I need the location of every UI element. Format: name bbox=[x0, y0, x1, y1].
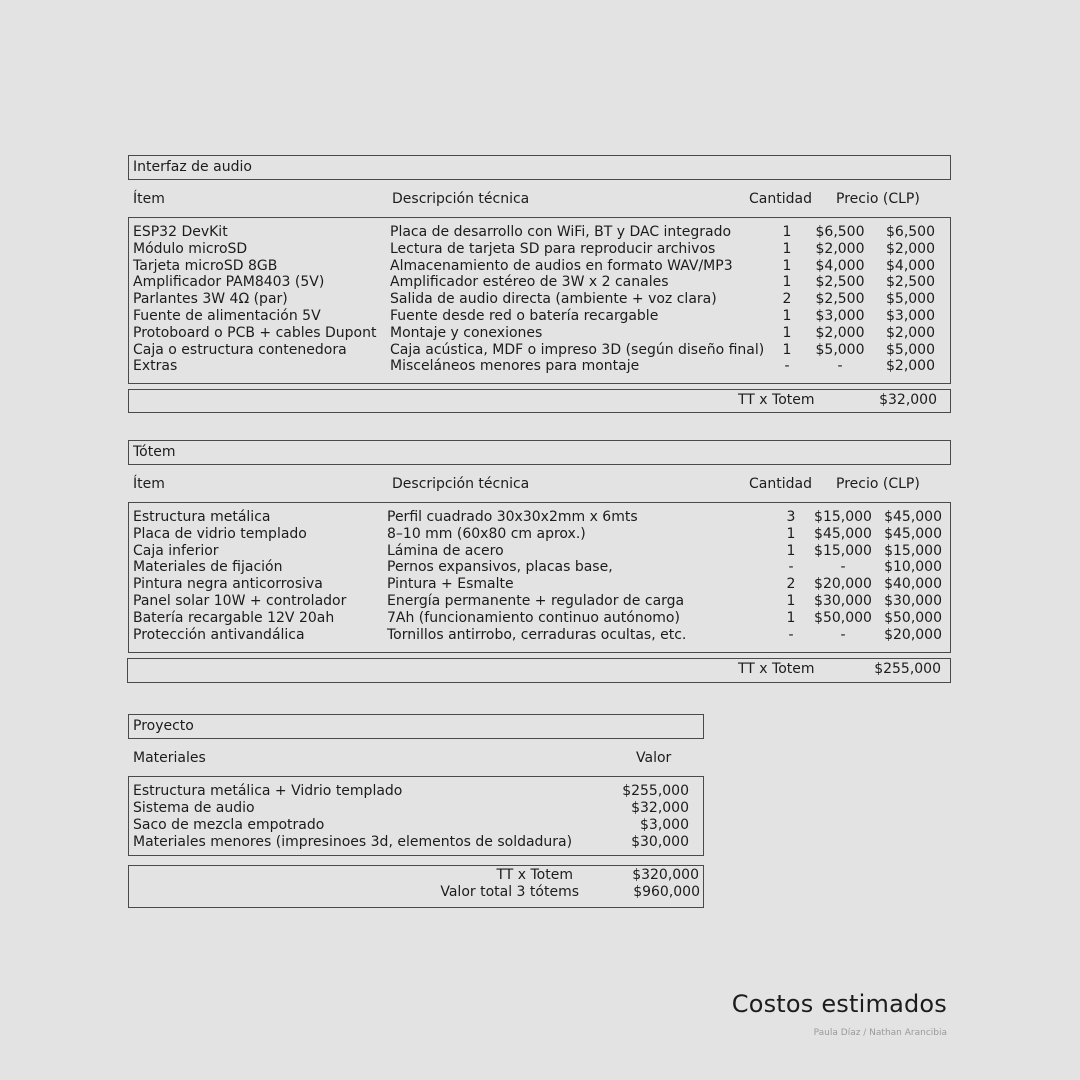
item-unit-price: $15,000 bbox=[814, 542, 872, 559]
item-quantity: 1 bbox=[782, 308, 792, 324]
item-total-price: $6,500 bbox=[886, 224, 935, 240]
project-total-value-three-totems: $960,000 bbox=[633, 884, 700, 900]
item-total-price: $45,000 bbox=[884, 509, 942, 525]
item-description: 7Ah (funcionamiento continuo autónomo) bbox=[387, 609, 680, 626]
totem-total-label: TT x Totem bbox=[738, 661, 815, 677]
project-total-label-three-totems: Valor total 3 tótems bbox=[440, 884, 579, 900]
item-description: Perfil cuadrado 30x30x2mm x 6mts bbox=[387, 509, 638, 525]
item-description: Misceláneos menores para montaje bbox=[390, 358, 640, 375]
item-name: Extras bbox=[133, 358, 178, 375]
totem-section-title-box bbox=[128, 440, 951, 465]
project-section-title-box bbox=[128, 714, 704, 739]
item-description: Pintura + Esmalte bbox=[387, 576, 514, 593]
item-total-price: $10,000 bbox=[884, 559, 942, 576]
item-unit-price: $3,000 bbox=[815, 308, 865, 324]
item-unit-price: $2,000 bbox=[815, 324, 865, 341]
item-description: Fuente desde red o batería recargable bbox=[390, 308, 659, 324]
item-description: Salida de audio directa (ambiente + voz clara) bbox=[390, 291, 717, 308]
item-description: Montaje y conexiones bbox=[390, 324, 543, 341]
item-name: Placa de vidrio templado bbox=[133, 525, 307, 542]
item-unit-price: $5,000 bbox=[815, 341, 865, 358]
item-name: Fuente de alimentación 5V bbox=[133, 308, 321, 324]
totem-section-title: Tótem bbox=[133, 444, 176, 460]
item-quantity: - bbox=[784, 358, 790, 375]
item-name: Caja inferior bbox=[133, 542, 219, 559]
item-total-price: $5,000 bbox=[886, 341, 935, 358]
project-total-label-per-totem: TT x Totem bbox=[496, 867, 573, 883]
project-header-materials: Materiales bbox=[133, 750, 206, 766]
item-name: Panel solar 10W + controlador bbox=[133, 593, 347, 609]
item-unit-price: $2,500 bbox=[815, 274, 865, 291]
item-quantity: 1 bbox=[786, 542, 796, 559]
item-unit-price: $4,000 bbox=[815, 257, 865, 274]
item-quantity: 1 bbox=[786, 593, 796, 609]
item-description: Tornillos antirrobo, cerraduras ocultas, etc. bbox=[387, 626, 687, 643]
audio-section-title: Interfaz de audio bbox=[133, 159, 252, 175]
item-quantity: 1 bbox=[782, 224, 792, 240]
audio-header-item: Ítem bbox=[133, 191, 165, 207]
item-name: Tarjeta microSD 8GB bbox=[133, 257, 278, 274]
item-total-price: $20,000 bbox=[884, 626, 942, 643]
item-unit-price: - bbox=[840, 559, 846, 576]
item-name: Protoboard o PCB + cables Dupont bbox=[133, 324, 377, 341]
totem-total-value: $255,000 bbox=[874, 661, 941, 677]
audio-header-price: Precio (CLP) bbox=[836, 191, 920, 207]
material-name: Materiales menores (impresinoes 3d, elementos de soldadura) bbox=[133, 834, 573, 850]
item-quantity: 2 bbox=[786, 576, 796, 593]
audio-total-box bbox=[128, 389, 951, 413]
item-quantity: 3 bbox=[786, 509, 796, 525]
item-total-price: $2,000 bbox=[886, 240, 935, 257]
totem-header-quantity: Cantidad bbox=[749, 476, 812, 492]
item-name: Protección antivandálica bbox=[133, 626, 305, 643]
item-description: Pernos expansivos, placas base, bbox=[387, 559, 613, 576]
item-quantity: 2 bbox=[782, 291, 792, 308]
item-quantity: 1 bbox=[786, 609, 796, 626]
item-total-price: $2,000 bbox=[886, 358, 935, 375]
item-quantity: - bbox=[788, 626, 794, 643]
item-description: Almacenamiento de audios en formato WAV/MP3 bbox=[390, 257, 733, 274]
audio-header-quantity: Cantidad bbox=[749, 191, 812, 207]
item-unit-price: $30,000 bbox=[814, 593, 872, 609]
item-name: Batería recargable 12V 20ah bbox=[133, 609, 335, 626]
item-total-price: $50,000 bbox=[884, 609, 942, 626]
authors-credit: Paula Díaz / Nathan Arancibia bbox=[813, 1028, 947, 1038]
totem-header-price: Precio (CLP) bbox=[836, 476, 920, 492]
item-name: Módulo microSD bbox=[133, 240, 248, 257]
item-total-price: $4,000 bbox=[886, 257, 935, 274]
item-unit-price: $45,000 bbox=[814, 525, 872, 542]
item-unit-price: $6,500 bbox=[815, 224, 865, 240]
item-name: Estructura metálica bbox=[133, 509, 271, 525]
project-totals-box bbox=[128, 865, 704, 908]
item-description: Placa de desarrollo con WiFi, BT y DAC integrado bbox=[390, 224, 732, 240]
material-value: $3,000 bbox=[640, 817, 689, 833]
item-name: Materiales de fijación bbox=[133, 559, 283, 576]
item-description: Energía permanente + regulador de carga bbox=[387, 593, 685, 609]
project-section-title: Proyecto bbox=[133, 718, 194, 734]
item-name: Caja o estructura contenedora bbox=[133, 341, 347, 358]
item-unit-price: $15,000 bbox=[814, 509, 872, 525]
item-name: ESP32 DevKit bbox=[133, 224, 228, 240]
item-total-price: $2,000 bbox=[886, 324, 935, 341]
item-total-price: $45,000 bbox=[884, 525, 942, 542]
item-name: Amplificador PAM8403 (5V) bbox=[133, 274, 325, 291]
item-description: 8–10 mm (60x80 cm aprox.) bbox=[387, 525, 586, 542]
item-name: Pintura negra anticorrosiva bbox=[133, 576, 323, 593]
item-unit-price: $2,000 bbox=[815, 240, 865, 257]
item-total-price: $30,000 bbox=[884, 593, 942, 609]
totem-total-box bbox=[127, 658, 951, 683]
material-name: Estructura metálica + Vidrio templado bbox=[133, 783, 403, 799]
item-unit-price: - bbox=[837, 358, 843, 375]
item-unit-price: $2,500 bbox=[815, 291, 865, 308]
item-total-price: $3,000 bbox=[886, 308, 935, 324]
item-total-price: $5,000 bbox=[886, 291, 935, 308]
item-description: Lámina de acero bbox=[387, 542, 504, 559]
item-quantity: 1 bbox=[782, 341, 792, 358]
item-description: Caja acústica, MDF o impreso 3D (según diseño final) bbox=[390, 341, 765, 358]
material-value: $32,000 bbox=[631, 800, 689, 816]
audio-total-value: $32,000 bbox=[879, 392, 937, 408]
item-quantity: 1 bbox=[782, 257, 792, 274]
item-total-price: $15,000 bbox=[884, 542, 942, 559]
audio-section-title-box bbox=[128, 155, 951, 180]
totem-header-description: Descripción técnica bbox=[392, 476, 530, 492]
item-quantity: 1 bbox=[786, 525, 796, 542]
project-header-value: Valor bbox=[636, 750, 672, 766]
item-quantity: 1 bbox=[782, 240, 792, 257]
item-unit-price: $20,000 bbox=[814, 576, 872, 593]
item-unit-price: $50,000 bbox=[814, 609, 872, 626]
project-total-value-per-totem: $320,000 bbox=[632, 867, 699, 883]
item-unit-price: - bbox=[840, 626, 846, 643]
item-name: Parlantes 3W 4Ω (par) bbox=[133, 291, 288, 308]
item-quantity: - bbox=[788, 559, 794, 576]
audio-total-label: TT x Totem bbox=[738, 392, 815, 408]
material-name: Saco de mezcla empotrado bbox=[133, 817, 325, 833]
material-value: $30,000 bbox=[631, 834, 689, 850]
page-title: Costos estimados bbox=[731, 990, 947, 1018]
item-description: Lectura de tarjeta SD para reproducir archivos bbox=[390, 240, 716, 257]
material-name: Sistema de audio bbox=[133, 800, 255, 816]
audio-header-description: Descripción técnica bbox=[392, 191, 530, 207]
material-value: $255,000 bbox=[622, 783, 689, 799]
item-quantity: 1 bbox=[782, 274, 792, 291]
item-total-price: $2,500 bbox=[886, 274, 935, 291]
item-total-price: $40,000 bbox=[884, 576, 942, 593]
item-quantity: 1 bbox=[782, 324, 792, 341]
totem-header-item: Ítem bbox=[133, 476, 165, 492]
item-description: Amplificador estéreo de 3W x 2 canales bbox=[390, 274, 669, 291]
